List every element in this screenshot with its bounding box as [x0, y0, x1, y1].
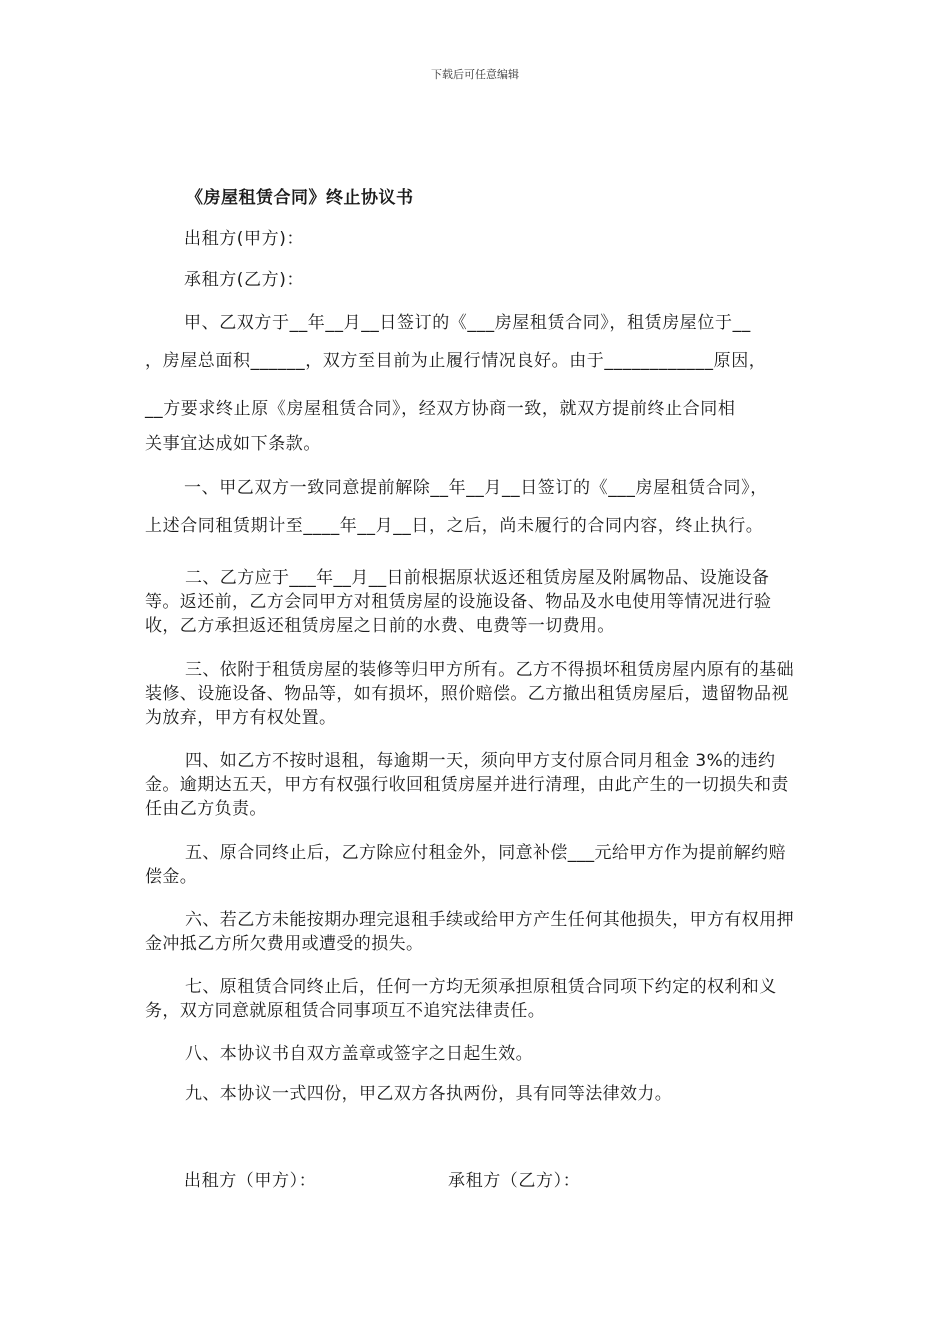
signature-lessor: 出租方（甲方）： [184, 1171, 317, 1191]
clause-9: 九、本协议一式四份，甲乙双方各执两份，具有同等法律效力。 [185, 1084, 673, 1104]
clause-8: 八、本协议书自双方盖章或签字之日起生效。 [185, 1044, 533, 1064]
clause-6: 六、若乙方未能按期办理完退租手续或给甲方产生任何其他损失，甲方有权用押金冲抵乙方所欠费用或遭受的损失。 [145, 910, 794, 954]
preamble-line-4: 关事宜达成如下条款。 [145, 434, 321, 454]
preamble-line-3: __方要求终止原《房屋租赁合同》，经双方协商一致，就双方提前终止合同相 [145, 399, 736, 419]
lessor-label: 出租方(甲方)： [184, 229, 305, 249]
preamble-line-1: 甲、乙双方于__年__月__日签订的《___房屋租赁合同》，租赁房屋位于__ [184, 313, 751, 333]
preamble-line-2: ，房屋总面积______，双方至目前为止履行情况良好。由于____________原因， [145, 351, 767, 371]
signature-lessee: 承租方（乙方）： [448, 1171, 581, 1191]
header-note: 下载后可任意编辑 [431, 68, 519, 81]
clause-2: 二、乙方应于___年__月__日前根据原状返还租赁房屋及附属物品、设施设备等。返还前，乙方会同甲方对租赁房屋的设施设备、物品及水电使用等情况进行验收，乙方承担返还租赁房屋之日前的水费、电费等一切费用。 [145, 568, 772, 636]
clause-1-line-1: 一、甲乙双方一致同意提前解除__年__月__日签订的《___房屋租赁合同》， [184, 478, 768, 498]
clause-5: 五、原合同终止后，乙方除应付租金外，同意补偿___元给甲方作为提前解约赔偿金。 [145, 843, 786, 887]
clause-1-line-2: 上述合同租赁期计至____年__月__日，之后，尚未履行的合同内容，终止执行。 [145, 516, 764, 536]
document-title: 《房屋租赁合同》终止协议书 [186, 188, 414, 208]
lessee-label: 承租方(乙方)： [184, 270, 305, 290]
clause-7: 七、原租赁合同终止后，任何一方均无须承担原租赁合同项下约定的权利和义务，双方同意就原租赁合同事项互不追究法律责任。 [145, 977, 777, 1021]
clause-3: 三、依附于租赁房屋的装修等归甲方所有。乙方不得损坏租赁房屋内原有的基础装修、设施设备、物品等，如有损坏，照价赔偿。乙方撤出租赁房屋后，遗留物品视为放弃，甲方有权处置。 [145, 660, 794, 728]
clause-4: 四、如乙方不按时退租，每逾期一天，须向甲方支付原合同月租金 3%的违约金。逾期达五天，甲方有权强行收回租赁房屋并进行清理，由此产生的一切损失和责任由乙方负责。 [145, 751, 789, 819]
